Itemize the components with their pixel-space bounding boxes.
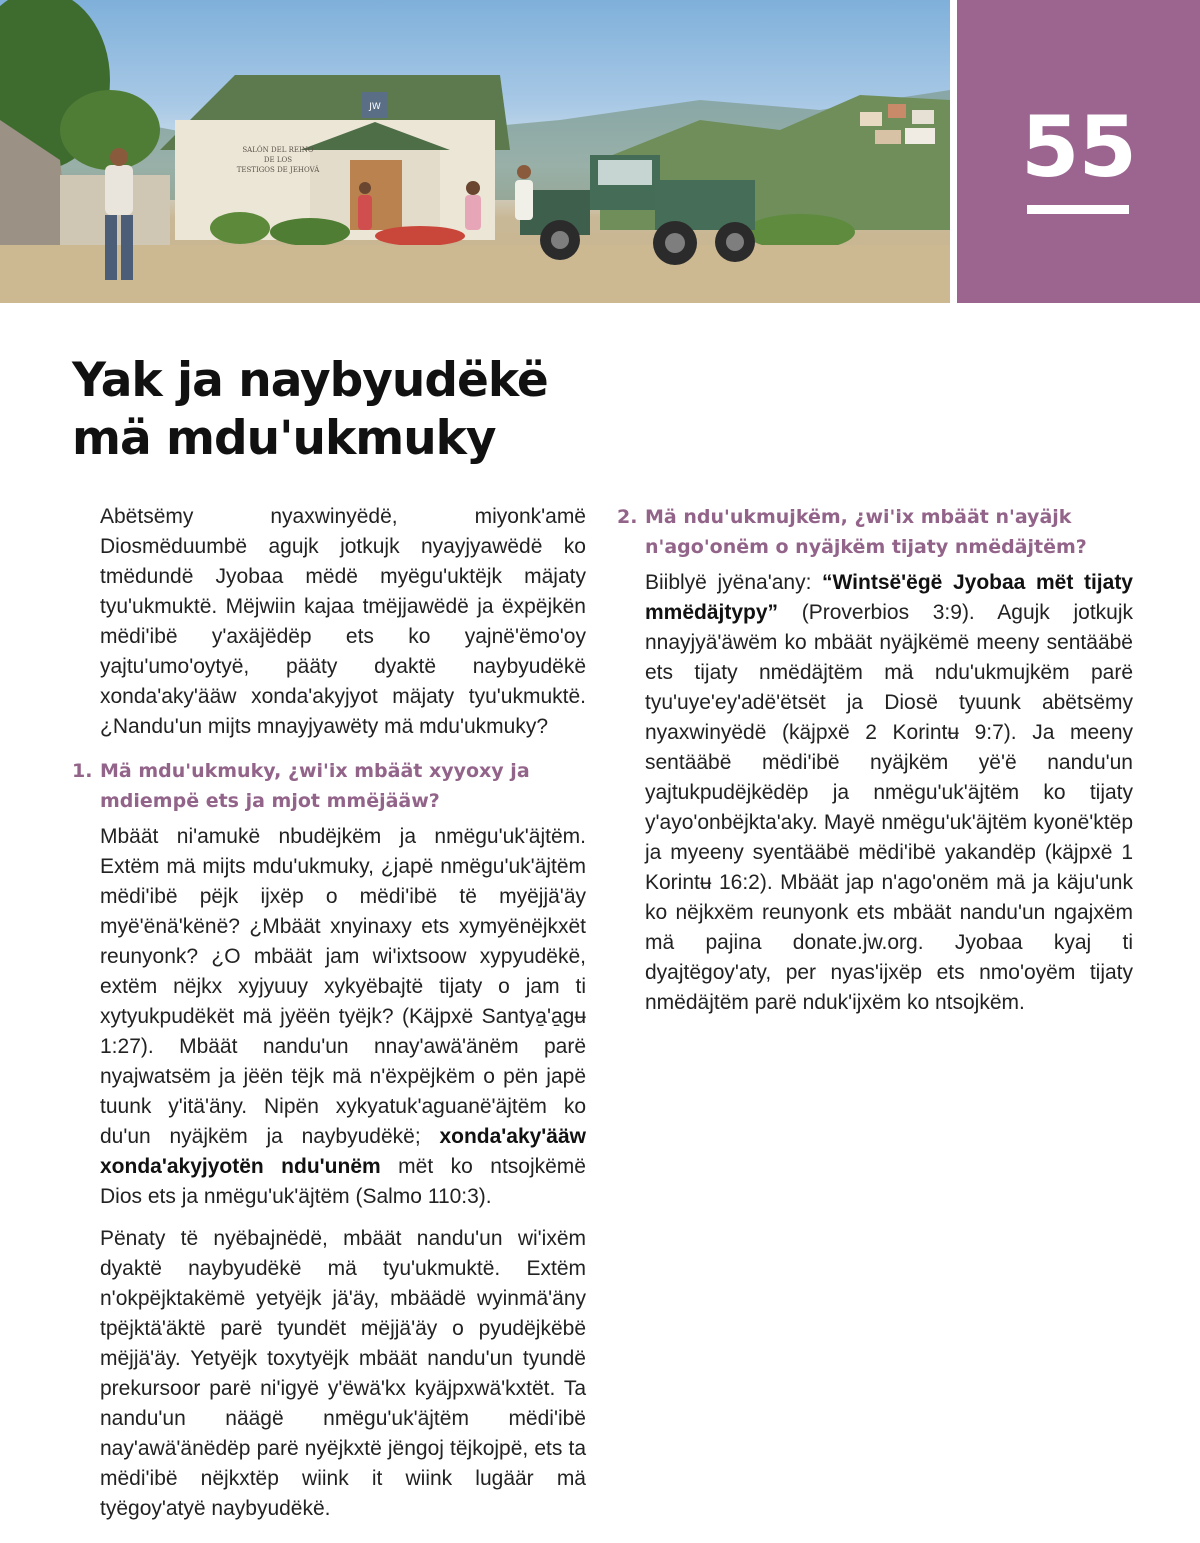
question-1-text: Mä mdu'ukmuky, ¿wi'ix mbäät xyyoxy ja mdiempë ets ja mjot mmëjääw? — [100, 760, 530, 812]
hero-illustration — [0, 0, 950, 303]
title-line-1: Yak ja naybyudëkë — [72, 353, 548, 408]
question-2 — [617, 502, 1133, 562]
kingdom-hall-scene — [0, 0, 950, 303]
svg-text:JW: JW — [369, 102, 381, 112]
question-2-text: Mä ndu'ukmujkëm, ¿wi'ix mbäät n'ayäjk n'ago'onëm o nyäjkëm tijaty nmëdäjtëm? — [645, 506, 1087, 558]
paragraph-3 — [645, 568, 1133, 1018]
lesson-number: 55 — [1021, 98, 1136, 196]
paragraph-2: Pënaty të nyëbajnëdë, mbäät nandu'un wi'ixëm dyaktë naybyudëkë mä tyu'ukmuktë. Extëm n'okpëjktakëmë yetyëjk jä'äy, mbäädë wyinmä'äny tpëjktä'äktë parë tyundët mëjjä'äy o pyudëjkëbë mëjjä'äy. Yetyëjk toxytyëjk mbäät nandu'un tyundë prekursoor parë ni'igyë y'ëwä'kx kyäjpxwä'kxtët. Ta nandu'un näägë nmëgu'uk'äjtëm mëdi'ibë nay'awä'änëdëp parë nyëjkxtë jëngoj tëjkojpë, ets ta mëdi'ibë nëjkxtëp wiink it wiink lugäär mä tyëgoy'atyë naybyudëkë. — [100, 1227, 586, 1520]
left-column — [72, 502, 586, 1536]
right-column — [617, 502, 1133, 1030]
paragraph-1 — [100, 822, 586, 1212]
svg-text:SALÓN DEL REINO: SALÓN DEL REINO — [242, 146, 314, 154]
paragraph-1-text-a: Mbäät ni'amukë nbudëjkëm ja nmëgu'uk'äjtëm. Extëm mä mijts mdu'ukmuky, ¿japë nmëgu'uk'äjtëm mëdi'ibë pëjk ijxëp o mëdi'ibë të myëjjä'äy myë'ënä'kënë? ¿Mbäät xnyinaxy ets xymyënëjkxët reunyonk? ¿O mbäät jam wi'ixtsoow xypyudëkë, extëm nëjkx xyjyuuy xykyëbajtë tijaty o jam ti xytyukpudëkët mä jyëën tyëjk? (Käjpxë Santya̱'a̱gʉ 1:27). Mbäät nandu'un nnay'awä'änëm parë nyajwatsëm ja jëën tëjk mä n'ëxpëjkëm o pën japë tuunk y'itä'äny. Nipën xykyatuk'aguanë'äjtëm ko du'un nyäjkëm ja naybyudëkë; — [100, 825, 586, 1148]
lesson-number-panel — [957, 0, 1200, 303]
page-title — [72, 352, 632, 468]
paragraph-1-text-c: mët ko ntsojkëmë Dios ets ja nmëgu'uk'äjtëm (Salmo 110:3). — [100, 1155, 586, 1208]
question-1 — [72, 756, 586, 816]
paragraph-3-text-c: (Proverbios 3:9). Agujk jotkujk nnayjyä'äwëm ko mbäät nyäjkëmë meeny sentääbë ets tijaty nmëdäjtëm mä ndu'ukmujkëm parë tyu'uye'ey'adë'ëtsët ja Diosë tyuunk abëtsëmy nyaxwinyëdë (käjpxë 2 Korintʉ 9:7). Ja meeny sentääbë mëdi'ibë nyäjkëm yë'ë nandu'un yajtukpudëjkëdëp ja nmëgu'uk'äjtëm ko tijaty y'ayo'onbëjkta'aky. Mayë nmëgu'uk'äjtëm kyonë'ktëp ja myeeny syentääbë mëdi'ibë yakandëp (käjpxë 1 Korintʉ 16:2). Mbäät jap n'ago'onëm mä ja käju'unk ko nëjkxëm reunyonk ets mbäät nandu'un ngajxëm mä pajina donate.jw.org. Jyobaa kyaj ti dyajtëgoy'aty, per nyas'ijxëp ets nmo'oyëm tijaty nmëdäjtëm parë nduk'ijxëm ko ntsojkëm. — [645, 601, 1133, 1014]
paragraph-1-bold: xonda'aky'ääw xonda'akyjyotën ndu'unëm — [100, 1125, 586, 1178]
svg-text:TESTIGOS DE JEHOVÁ: TESTIGOS DE JEHOVÁ — [236, 166, 320, 174]
title-line-2: mä mdu'ukmuky — [72, 411, 496, 466]
paragraph-3-text-a: Biiblyë jyëna'any: — [645, 571, 823, 594]
question-2-number: 2. — [617, 506, 638, 528]
intro-paragraph: Abëtsëmy nyaxwinyëdë, miyonk'amë Diosmëduumbë agujk jotkujk nyayjyawëdë ko tmëdundë Jyobaa mëdë myëgu'uktëjk mäjaty tyu'ukmuktë. Mëjwiin kajaa tmëjjawëdë ja ëxpëjkën mëdi'ibë y'axäjëdëp ets ko yajnë'ëmo'oy yajtu'umo'oytyë, pääty dyaktë naybyudëkë xonda'aky'ääw xonda'akyjyot mäjaty tyu'ukmuktë. ¿Nandu'un mijts mnayjyawëty mä mdu'ukmuky? — [100, 505, 586, 738]
lesson-number-underline — [1027, 205, 1129, 214]
paragraph-3-bold: “Wintsë'ëgë Jyobaa mët tijaty mmëdäjtypy” — [645, 571, 1133, 624]
svg-text:DE LOS: DE LOS — [263, 156, 293, 164]
question-1-number: 1. — [72, 760, 93, 782]
